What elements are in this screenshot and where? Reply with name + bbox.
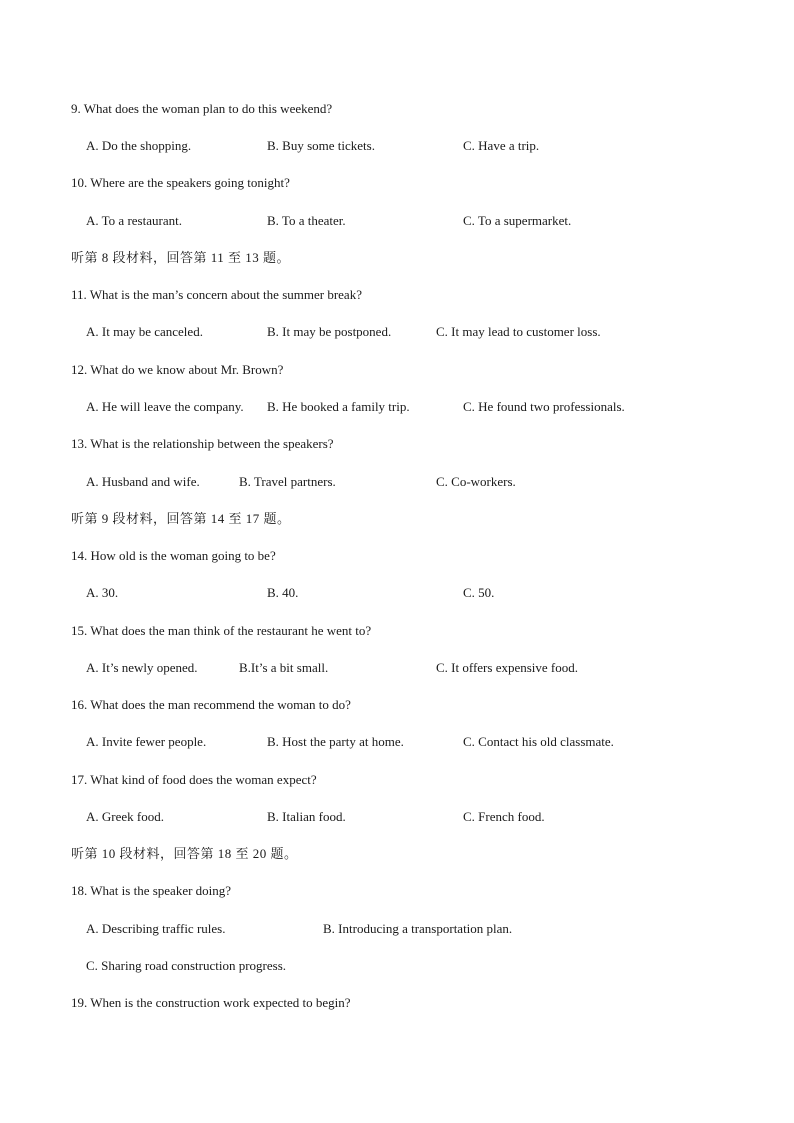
- answer-option-b: B. Introducing a transportation plan.: [323, 921, 513, 936]
- question-text: 11. What is the man’s concern about the summer break?: [71, 287, 362, 302]
- answer-option-a: A. He will leave the company.: [86, 399, 244, 414]
- question-text: 16. What does the man recommend the woman to do?: [71, 697, 351, 712]
- answer-option-b: B. Host the party at home.: [267, 734, 404, 749]
- answer-option-a: A. Invite fewer people.: [86, 734, 207, 749]
- answer-option-a: A. Husband and wife.: [86, 474, 200, 489]
- question-text: 15. What does the man think of the restaurant he went to?: [71, 623, 372, 638]
- answer-option-c: C. Co-workers.: [436, 474, 516, 489]
- answer-option-b: B. Italian food.: [267, 809, 346, 824]
- question-text: 12. What do we know about Mr. Brown?: [71, 362, 284, 377]
- answer-option-b: B.It’s a bit small.: [239, 660, 329, 675]
- answer-option-a: A. It may be canceled.: [86, 324, 203, 339]
- question-text: 13. What is the relationship between the speakers?: [71, 436, 334, 451]
- answer-option-c: C. He found two professionals.: [463, 399, 625, 414]
- answer-option-a: A. 30.: [86, 585, 119, 600]
- answer-option-a: C. Sharing road construction progress.: [86, 958, 287, 973]
- answer-option-a: A. Do the shopping.: [86, 138, 192, 153]
- section-instruction: 听第 10 段材料，回答第 18 至 20 题。: [71, 846, 298, 861]
- question-text: 10. Where are the speakers going tonight?: [71, 175, 290, 190]
- answer-option-c: C. To a supermarket.: [463, 213, 572, 228]
- answer-option-b: B. It may be postponed.: [267, 324, 392, 339]
- question-text: 18. What is the speaker doing?: [71, 883, 232, 898]
- answer-option-b: B. Travel partners.: [239, 474, 336, 489]
- answer-option-b: B. Buy some tickets.: [267, 138, 375, 153]
- section-instruction: 听第 9 段材料，回答第 14 至 17 题。: [71, 511, 291, 526]
- answer-option-a: A. It’s newly opened.: [86, 660, 198, 675]
- answer-option-b: B. He booked a family trip.: [267, 399, 410, 414]
- answer-option-a: A. To a restaurant.: [86, 213, 182, 228]
- section-instruction: 听第 8 段材料，回答第 11 至 13 题。: [71, 250, 291, 265]
- question-text: 19. When is the construction work expected to begin?: [71, 995, 351, 1010]
- question-text: 17. What kind of food does the woman expect?: [71, 772, 317, 787]
- answer-option-a: A. Describing traffic rules.: [86, 921, 226, 936]
- answer-option-b: B. To a theater.: [267, 213, 346, 228]
- answer-option-a: A. Greek food.: [86, 809, 164, 824]
- answer-option-c: C. French food.: [463, 809, 545, 824]
- question-text: 9. What does the woman plan to do this weekend?: [71, 101, 333, 116]
- answer-option-c: C. Have a trip.: [463, 138, 540, 153]
- question-text: 14. How old is the woman going to be?: [71, 548, 276, 563]
- answer-option-c: C. It may lead to customer loss.: [436, 324, 601, 339]
- answer-option-c: C. 50.: [463, 585, 495, 600]
- answer-option-c: C. Contact his old classmate.: [463, 734, 614, 749]
- answer-option-b: B. 40.: [267, 585, 299, 600]
- answer-option-c: C. It offers expensive food.: [436, 660, 579, 675]
